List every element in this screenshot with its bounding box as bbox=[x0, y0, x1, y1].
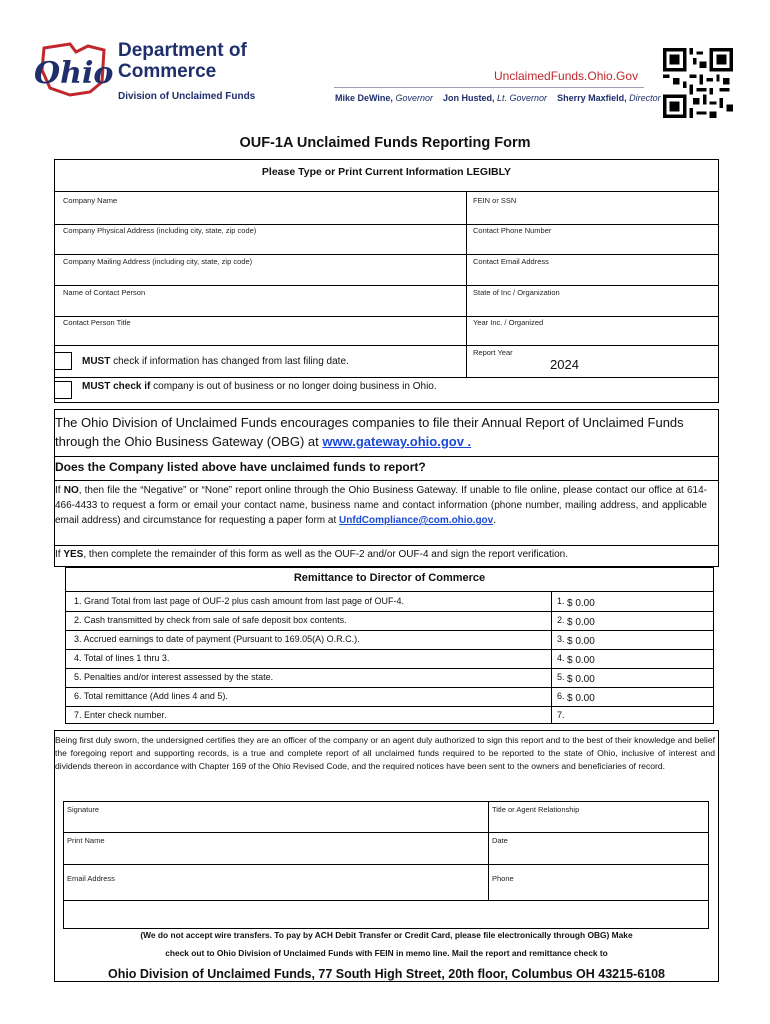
obg-link[interactable]: www.gateway.ohio.gov . bbox=[322, 434, 472, 449]
remittance-line-number: 4. bbox=[557, 653, 565, 663]
title-relationship-field[interactable]: Title or Agent Relationship bbox=[492, 805, 580, 814]
remittance-line-label: 2. Cash transmitted by check from sale of safe deposit box contents. bbox=[74, 615, 347, 625]
divider bbox=[488, 802, 489, 900]
remittance-line-number: 2. bbox=[557, 615, 565, 625]
company-info-table bbox=[54, 159, 719, 403]
qr-code-icon bbox=[663, 48, 733, 118]
divider bbox=[64, 864, 708, 865]
remittance-table bbox=[65, 567, 714, 724]
remittance-amount-input[interactable]: $ 0.00 bbox=[567, 598, 595, 609]
email-address-field[interactable]: Email Address bbox=[67, 874, 115, 883]
divider bbox=[66, 591, 713, 592]
funds-question-box bbox=[54, 409, 719, 567]
divider bbox=[64, 900, 708, 901]
department-name bbox=[118, 40, 247, 82]
remittance-amount-input[interactable]: $ 0.00 bbox=[567, 655, 595, 666]
divider bbox=[66, 611, 713, 612]
governor-name: Mike DeWine, bbox=[335, 93, 393, 103]
remittance-line-number: 5. bbox=[557, 672, 565, 682]
out-of-business-text: company is out of business or no longer doing business in Ohio. bbox=[150, 381, 437, 392]
remittance-amount-input[interactable]: $ 0.00 bbox=[567, 636, 595, 647]
remittance-title: Remittance to Director of Commerce bbox=[293, 572, 486, 584]
fein-field[interactable]: FEIN or SSN bbox=[473, 196, 517, 205]
divider bbox=[55, 480, 718, 481]
yes-text: , then complete the remainder of this form as well as the OUF-2 and/or OUF-4 and sign the report verification. bbox=[83, 549, 569, 560]
divider bbox=[55, 377, 718, 378]
info-changed-label bbox=[82, 356, 349, 367]
physical-address-field[interactable]: Company Physical Address (including city, state, zip code) bbox=[63, 226, 257, 235]
remittance-amount-input[interactable]: $ 0.00 bbox=[567, 693, 595, 704]
remittance-line-label: 4. Total of lines 1 thru 3. bbox=[74, 653, 170, 663]
mailing-address-field[interactable]: Company Mailing Address (including city, state, zip code) bbox=[63, 257, 253, 266]
governor-title: Governor bbox=[395, 93, 433, 103]
date-field[interactable]: Date bbox=[492, 836, 508, 845]
divider bbox=[55, 345, 718, 346]
no-paragraph: If NO, then file the “Negative” or “None” report online through the Ohio Business Gateway. If unable to file online, please contact our office at 614-466-4433 to request a form or email your contact name, business name and contact information (phone number, mailing address, and applicable email address) and circumstance for requesting a paper form at UnfdCompliance@com.ohio.gov. bbox=[55, 485, 708, 526]
yes-prefix: If bbox=[55, 549, 64, 560]
certification-text: Being first duly sworn, the undersigned certifies they are an officer of the company or an agent duly authorized to sign this report and to the best of their knowledge and belief the foregoing report and supporting records, is a true and complete report of all unclaimed funds required to be reported to the state of Ohio, inclusive of interest and dividends thereon in accordance with Chapter 169 of the Ohio Revised Code, and the required notices have been sent to the owners and beneficiaries of record. bbox=[55, 735, 715, 771]
remittance-line-label: 5. Penalties and/or interest assessed by the state. bbox=[74, 672, 274, 682]
department-line-2: Commerce bbox=[118, 61, 217, 82]
divider bbox=[66, 706, 713, 707]
website-text: UnclaimedFunds.Ohio.Gov bbox=[494, 69, 639, 83]
info-changed-checkbox[interactable] bbox=[54, 352, 72, 370]
contact-phone-field[interactable]: Contact Phone Number bbox=[473, 226, 552, 235]
phone-field[interactable]: Phone bbox=[492, 874, 514, 883]
lt-governor-title: Lt. Governor bbox=[497, 93, 548, 103]
ohio-logo bbox=[30, 40, 112, 100]
remittance-amount-input[interactable]: $ 0.00 bbox=[567, 617, 595, 628]
yes-paragraph bbox=[55, 549, 568, 560]
print-name-field[interactable]: Print Name bbox=[67, 836, 105, 845]
no-word: NO bbox=[63, 485, 79, 496]
divider bbox=[66, 630, 713, 631]
header-divider bbox=[334, 87, 644, 88]
no-prefix: If bbox=[55, 485, 64, 496]
department-line-1: Department of bbox=[118, 40, 247, 61]
remittance-line-label: 3. Accrued earnings to date of payment (Pursuant to 169.05(A) O.R.C.). bbox=[74, 634, 360, 644]
ohio-logo-word: Ohio bbox=[34, 56, 114, 91]
remittance-line-label: 6. Total remittance (Add lines 4 and 5). bbox=[74, 691, 228, 701]
divider bbox=[55, 545, 718, 546]
divider bbox=[55, 254, 718, 255]
year-inc-field[interactable]: Year Inc. / Organized bbox=[473, 318, 544, 327]
divider bbox=[55, 316, 718, 317]
obg-text: The Ohio Division of Unclaimed Funds encourages companies to file their Annual Report of Unclaimed Funds through the Ohio Business Gateway (OBG) at bbox=[55, 415, 684, 449]
officials-line bbox=[335, 93, 661, 103]
divider bbox=[55, 456, 718, 457]
director-title: Director bbox=[629, 93, 661, 103]
out-of-business-checkbox[interactable] bbox=[54, 381, 72, 399]
divider bbox=[66, 649, 713, 650]
divider bbox=[466, 191, 467, 377]
obg-paragraph bbox=[55, 413, 695, 451]
certification-box bbox=[54, 730, 719, 982]
payment-note-line-2: check out to Ohio Division of Unclaimed Funds with FEIN in memo line. Mail the report and remittance check to bbox=[165, 948, 608, 958]
divider bbox=[64, 832, 708, 833]
remittance-line-number: 6. bbox=[557, 691, 565, 701]
remittance-line-number: 3. bbox=[557, 634, 565, 644]
remittance-line-number: 1. bbox=[557, 596, 565, 606]
signature-table bbox=[63, 801, 709, 929]
question-heading: Does the Company listed above have unclaimed funds to report? bbox=[55, 460, 426, 474]
report-year-label: Report Year bbox=[473, 348, 513, 357]
info-changed-text: check if information has changed from last filing date. bbox=[110, 356, 349, 367]
divider bbox=[66, 668, 713, 669]
remittance-line-number: 7. bbox=[557, 710, 565, 720]
divider bbox=[55, 285, 718, 286]
contact-person-field[interactable]: Name of Contact Person bbox=[63, 288, 146, 297]
yes-word: YES bbox=[63, 549, 84, 560]
division-name: Division of Unclaimed Funds bbox=[118, 91, 256, 102]
instruction-text: Please Type or Print Current Information LEGIBLY bbox=[261, 166, 512, 178]
payment-note-line-1: (We do not accept wire transfers. To pay by ACH Debit Transfer or Credit Card, please file electronically through OBG) Make bbox=[140, 930, 633, 940]
lt-governor-name: Jon Husted, bbox=[443, 93, 495, 103]
report-year-value[interactable]: 2024 bbox=[550, 357, 579, 372]
no-text: , then file the “Negative” or “None” report online through the Ohio Business Gateway. If unable to file online, please contact our office at 614-466-4433 to request a form or email your contact name, business name and contact information (phone number, mailing address, and applicable email address) and circumstance for requesting a paper form at bbox=[55, 485, 708, 526]
state-inc-field[interactable]: State of Inc / Organization bbox=[473, 288, 560, 297]
company-name-field[interactable]: Company Name bbox=[63, 196, 118, 205]
remittance-amount-input[interactable]: $ 0.00 bbox=[567, 674, 595, 685]
remittance-line-label: 1. Grand Total from last page of OUF-2 plus cash amount from last page of OUF-4. bbox=[74, 596, 404, 606]
divider bbox=[66, 687, 713, 688]
director-name: Sherry Maxfield, bbox=[557, 93, 627, 103]
contact-email-field[interactable]: Contact Email Address bbox=[473, 257, 549, 266]
divider bbox=[55, 224, 718, 225]
info-changed-bold: MUST bbox=[82, 356, 111, 367]
out-of-business-label bbox=[82, 381, 437, 392]
signature-field[interactable]: Signature bbox=[67, 805, 100, 814]
divider bbox=[55, 191, 718, 192]
mailing-address: Ohio Division of Unclaimed Funds, 77 South High Street, 20th floor, Columbus OH 43215-6108 bbox=[107, 967, 666, 981]
remittance-line-label: 7. Enter check number. bbox=[74, 710, 167, 720]
contact-title-field[interactable]: Contact Person Title bbox=[63, 318, 131, 327]
form-title: OUF-1A Unclaimed Funds Reporting Form bbox=[239, 135, 531, 151]
out-of-business-bold: MUST check if bbox=[82, 381, 151, 392]
compliance-email-link[interactable]: UnfdCompliance@com.ohio.gov bbox=[339, 515, 494, 526]
